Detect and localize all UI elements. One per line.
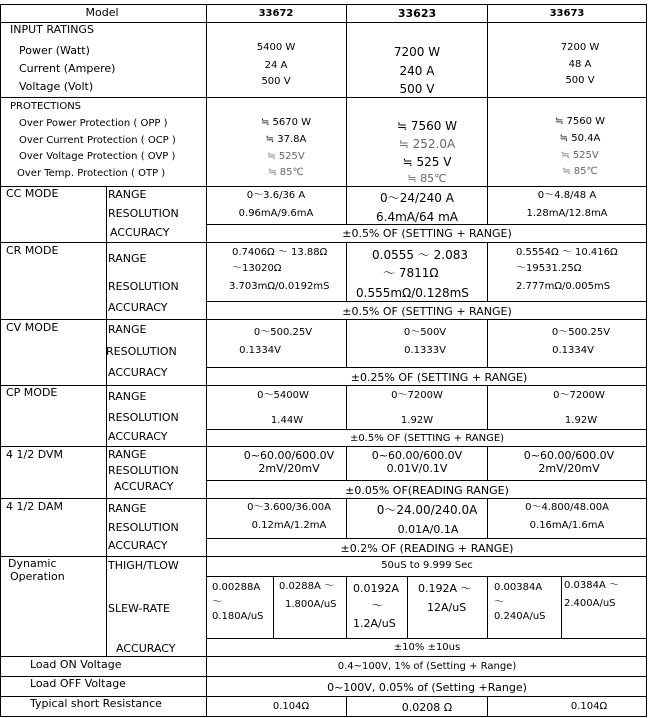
operation-title: Operation xyxy=(10,570,65,583)
label-range: RANGE xyxy=(108,188,147,201)
input-value: 24 A xyxy=(264,60,288,71)
cr-mode-title: CR MODE xyxy=(6,244,59,257)
grid-line xyxy=(346,319,347,368)
label-ovp: Over Voltage Protection ( OVP ) xyxy=(19,151,176,162)
slew-value: 0.0384A ～ xyxy=(564,580,620,591)
label-slew-rate: SLEW-RATE xyxy=(108,602,170,615)
label-resolution: RESOLUTION xyxy=(108,411,179,424)
grid-line xyxy=(346,446,347,481)
label-accuracy: ACCURACY xyxy=(116,642,176,655)
slew-value: 0.00288A xyxy=(212,582,261,593)
cp-accuracy-value: ±0.5% OF (SETTING + RANGE) xyxy=(349,433,505,444)
dam-title: 4 1/2 DAM xyxy=(6,500,63,513)
cp-resolution-value: 1.44W xyxy=(270,415,304,426)
dam-range-value: 0～3.600/36.00A xyxy=(247,502,331,513)
grid-line xyxy=(0,186,647,187)
cr-range-value: 0.7406Ω ～ 13.88Ω xyxy=(232,247,328,258)
header-model-33672: 33672 xyxy=(258,8,294,19)
grid-line xyxy=(0,556,647,557)
slew-value: 0.180A/uS xyxy=(212,611,264,622)
input-value: 240 A xyxy=(399,64,435,78)
cr-range-value: 0.5554Ω ～ 10.416Ω xyxy=(516,247,618,258)
slew-value: 1.2A/uS xyxy=(353,617,396,630)
protection-value: ≒ 37.8A xyxy=(265,134,307,145)
grid-line xyxy=(346,242,347,302)
cr-range-value: 0.0555 ～ 2.083 xyxy=(372,248,468,262)
grid-line xyxy=(0,97,647,98)
protection-value: ≒ 252.0A xyxy=(398,137,456,151)
grid-line xyxy=(273,576,274,639)
input-value: 500 V xyxy=(565,75,595,86)
grid-line xyxy=(487,446,488,481)
cp-range-value: 0～5400W xyxy=(257,390,309,401)
protection-value: ≒ 7560 W xyxy=(396,119,458,133)
cc-resolution-value: 6.4mA/64 mA xyxy=(375,210,459,224)
label-power: Power (Watt) xyxy=(19,44,90,57)
slew-value: ～ xyxy=(494,597,504,608)
cp-range-value: 0～7200W xyxy=(391,390,443,401)
grid-line xyxy=(206,480,647,481)
grid-line xyxy=(487,242,488,302)
label-range: RANGE xyxy=(108,252,147,265)
label-load-off-voltage: Load OFF Voltage xyxy=(30,677,126,690)
grid-line xyxy=(206,367,647,368)
cv-mode-title: CV MODE xyxy=(6,321,59,334)
protection-value: ≒ 525V xyxy=(561,150,599,161)
grid-line xyxy=(0,4,647,5)
dvm-resolution-value: 0.01V/0.1V xyxy=(386,462,448,475)
dynamic-accuracy-value: ±10% ±10us xyxy=(393,642,461,653)
cc-range-value: 0～24/240 A xyxy=(380,191,454,205)
cp-resolution-value: 1.92W xyxy=(400,415,434,426)
grid-line xyxy=(0,319,647,320)
dvm-range-value: 0~60.00/600.0V xyxy=(243,449,335,462)
slew-value: 0.0192A xyxy=(353,582,400,595)
cv-range-value: 0～500.25V xyxy=(253,327,313,338)
cr-range-value: ～ 7811Ω xyxy=(383,266,439,280)
cc-resolution-value: 1.28mA/12.8mA xyxy=(526,208,608,219)
label-accuracy: ACCURACY xyxy=(114,480,174,493)
dam-range-value: 0～4.800/48.00A xyxy=(525,502,609,513)
dvm-range-value: 0~60.00/600.0V xyxy=(371,449,463,462)
cc-range-value: 0～3.6/36 A xyxy=(246,190,306,201)
grid-line xyxy=(206,224,647,225)
cr-accuracy-value: ±0.5% OF (SETTING + RANGE) xyxy=(342,305,512,318)
label-resolution: RESOLUTION xyxy=(108,207,179,220)
cv-range-value: 0～500V xyxy=(403,327,447,338)
slew-value: 0.00384A xyxy=(494,582,543,593)
label-current: Current (Ampere) xyxy=(19,62,116,75)
dam-resolution-value: 0.16mA/1.6mA xyxy=(529,520,605,531)
cc-resolution-value: 0.96mA/9.6mA xyxy=(238,208,314,219)
load-off-voltage-value: 0~100V, 0.05% of (Setting +Range) xyxy=(327,681,527,694)
label-resolution: RESOLUTION xyxy=(108,521,179,534)
cp-range-value: 0～7200W xyxy=(553,390,605,401)
grid-line xyxy=(0,656,647,657)
cr-resolution-value: 0.555mΩ/0.128mS xyxy=(356,286,469,300)
grid-line xyxy=(346,576,347,639)
cv-resolution-value: 0.1333V xyxy=(404,345,446,356)
dam-range-value: 0～24.00/240.0A xyxy=(376,503,478,517)
slew-value: 2.400A/uS xyxy=(564,598,616,609)
protection-value: ≒ 50.4A xyxy=(559,133,601,144)
grid-line xyxy=(106,186,107,657)
label-accuracy: ACCURACY xyxy=(110,226,170,239)
slew-value: 0.0288A ～ xyxy=(279,581,335,592)
protection-value: ≒ 85℃ xyxy=(268,167,304,178)
grid-line xyxy=(0,385,647,386)
short-resistance-value: 0.104Ω xyxy=(570,701,608,712)
header-model: Model xyxy=(85,6,119,19)
dvm-accuracy-value: ±0.05% OF(READING RANGE) xyxy=(345,484,509,497)
load-on-voltage-value: 0.4~100V, 1% of (Setting + Range) xyxy=(337,661,517,672)
dvm-resolution-value: 2mV/20mV xyxy=(258,462,320,475)
cv-range-value: 0～500.25V xyxy=(551,327,611,338)
dvm-title: 4 1/2 DVM xyxy=(6,448,63,461)
cp-mode-title: CP MODE xyxy=(6,386,58,399)
cv-resolution-value: 0.1334V xyxy=(239,345,281,356)
label-accuracy: ACCURACY xyxy=(108,539,168,552)
slew-value: ～ xyxy=(372,599,383,612)
protection-value: ≒ 7560 W xyxy=(554,116,606,127)
grid-line xyxy=(0,4,1,717)
header-model-33673: 33673 xyxy=(549,8,585,19)
dvm-resolution-value: 2mV/20mV xyxy=(538,462,600,475)
input-value: 5400 W xyxy=(256,42,296,53)
grid-line xyxy=(487,576,488,639)
grid-line xyxy=(346,498,347,539)
grid-line xyxy=(0,716,647,717)
grid-line xyxy=(206,301,647,302)
grid-line xyxy=(346,385,347,430)
grid-line xyxy=(487,498,488,539)
protections-title: PROTECTIONS xyxy=(10,101,82,112)
grid-line xyxy=(407,576,408,639)
label-voltage: Voltage (Volt) xyxy=(19,80,94,93)
cr-range-value: ～13020Ω xyxy=(232,263,282,274)
grid-line xyxy=(0,242,647,243)
cc-accuracy-value: ±0.5% OF (SETTING + RANGE) xyxy=(342,227,512,240)
slew-value: 1.800A/uS xyxy=(285,599,337,610)
label-short-resistance: Typical short Resistance xyxy=(30,697,162,710)
slew-value: 12A/uS xyxy=(427,601,467,614)
protection-value: ≒ 85℃ xyxy=(407,172,447,185)
label-otp: Over Temp. Protection ( OTP ) xyxy=(17,168,166,179)
grid-line xyxy=(0,22,647,23)
label-range: RANGE xyxy=(108,390,147,403)
cr-resolution-value: 3.703mΩ/0.0192mS xyxy=(229,281,330,292)
cp-resolution-value: 1.92W xyxy=(564,415,598,426)
short-resistance-value: 0.0208 Ω xyxy=(401,701,453,714)
grid-line xyxy=(646,4,647,717)
cr-resolution-value: 2.777mΩ/0.005mS xyxy=(516,281,611,292)
label-thigh-tlow: THIGH/TLOW xyxy=(108,559,179,572)
grid-line xyxy=(487,319,488,368)
protection-value: ≒ 525V xyxy=(267,151,305,162)
label-range: RANGE xyxy=(108,502,147,515)
grid-line xyxy=(487,4,488,225)
cv-accuracy-value: ±0.25% OF (SETTING + RANGE) xyxy=(350,371,528,384)
label-resolution: RESOLUTION xyxy=(108,464,179,477)
grid-line xyxy=(487,696,488,717)
dam-accuracy-value: ±0.2% OF (READING + RANGE) xyxy=(340,542,514,555)
label-ocp: Over Current Protection ( OCP ) xyxy=(19,135,176,146)
label-range: RANGE xyxy=(108,323,147,336)
grid-line xyxy=(206,4,207,717)
label-resolution: RESOLUTION xyxy=(106,345,177,358)
dynamic-title: Dynamic xyxy=(8,557,57,570)
grid-line xyxy=(561,576,562,639)
dam-resolution-value: 0.01A/0.1A xyxy=(397,523,459,536)
cc-mode-title: CC MODE xyxy=(6,187,59,200)
short-resistance-value: 0.104Ω xyxy=(272,701,310,712)
input-value: 7200 W xyxy=(393,45,441,59)
label-resolution: RESOLUTION xyxy=(108,280,179,293)
label-accuracy: ACCURACY xyxy=(108,430,168,443)
label-load-on-voltage: Load ON Voltage xyxy=(30,658,122,671)
dvm-range-value: 0~60.00/600.0V xyxy=(523,449,615,462)
grid-line xyxy=(206,429,647,430)
dam-resolution-value: 0.12mA/1.2mA xyxy=(251,520,327,531)
header-model-33623: 33623 xyxy=(397,7,437,20)
grid-line xyxy=(346,696,347,717)
protection-value: ≒ 85℃ xyxy=(562,166,598,177)
input-value: 48 A xyxy=(568,59,592,70)
label-opp: Over Power Protection ( OPP ) xyxy=(19,118,168,129)
cv-resolution-value: 0.1334V xyxy=(552,345,594,356)
grid-line xyxy=(487,385,488,430)
slew-value: 0.240A/uS xyxy=(494,611,546,622)
label-accuracy: ACCURACY xyxy=(108,301,168,314)
grid-line xyxy=(346,4,347,225)
grid-line xyxy=(0,446,647,447)
protection-value: ≒ 5670 W xyxy=(260,117,312,128)
label-accuracy: ACCURACY xyxy=(108,366,168,379)
thigh-tlow-value: 50uS to 9.999 Sec xyxy=(381,560,473,571)
cc-range-value: 0～4.8/48 A xyxy=(537,190,597,201)
slew-value: 0.192A ～ xyxy=(418,582,472,595)
input-value: 500 V xyxy=(399,82,435,96)
input-ratings-title: INPUT RATINGS xyxy=(10,23,94,36)
input-value: 500 V xyxy=(261,76,291,87)
label-range: RANGE xyxy=(108,448,147,461)
grid-line xyxy=(0,498,647,499)
grid-line xyxy=(206,538,647,539)
protection-value: ≒ 525 V xyxy=(402,155,452,169)
cr-range-value: ～19531.25Ω xyxy=(516,263,582,274)
slew-value: ～ xyxy=(212,597,222,608)
input-value: 7200 W xyxy=(560,42,600,53)
